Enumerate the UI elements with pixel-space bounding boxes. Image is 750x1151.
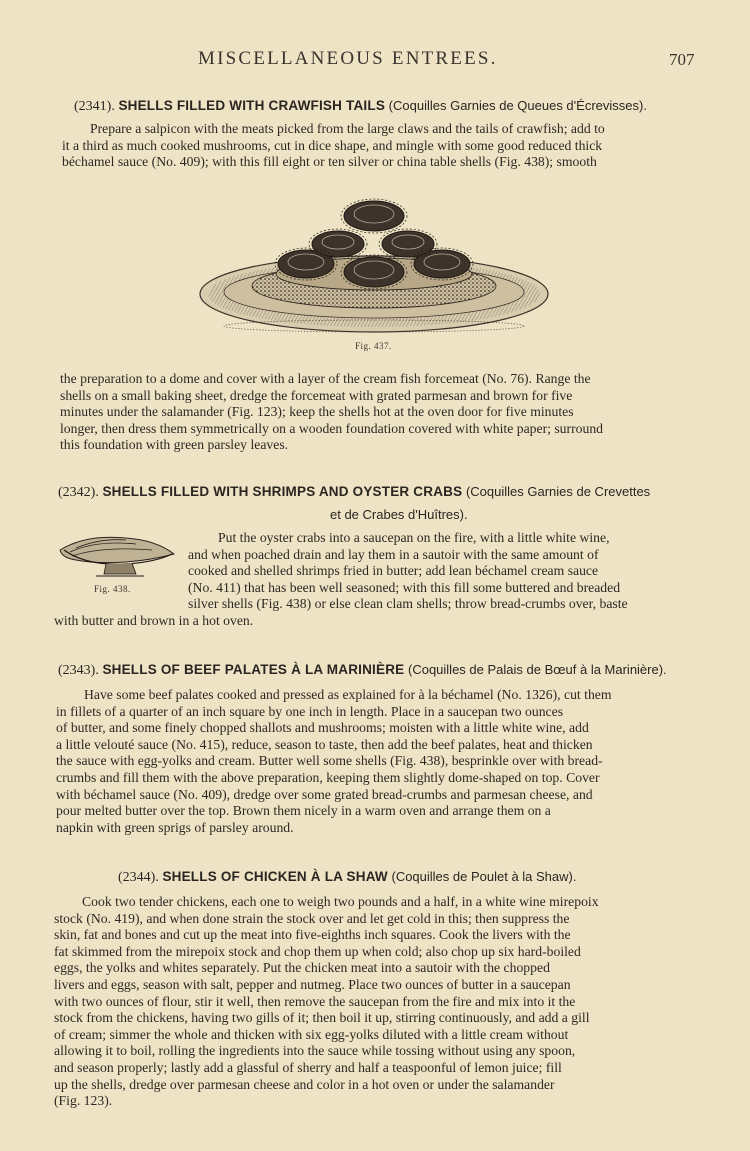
text-line: pour melted butter over the top. Brown them nicely in a warm oven and arrange them on a [56,803,551,819]
text-line: livers and eggs, season with salt, pepper and nutmeg. Place two ounces of butter in a saucepan [54,976,571,992]
text-line: longer, then dress them symmetrically on a wooden foundation covered with white paper; surround [60,420,604,436]
text-line: (Fig. 123). [54,1093,113,1109]
text-line: shells on a small baking sheet, dredge the forcemeat with grated parmesan and brown for five [60,387,573,403]
recipe-french-title: (Coquilles de Palais de Bœuf à la Marinière). [408,662,667,677]
text-line: (No. 411) that has been well seasoned; with this fill some buttered and breaded [188,579,621,595]
text-line: stock (No. 419), and when done strain the stock over and let get cold in this; then suppress the [54,910,570,926]
recipe-title: SHELLS FILLED WITH SHRIMPS AND OYSTER CRABS [102,484,463,499]
recipe-body-2342 [54,530,690,630]
shells-platter-illustration [196,186,552,338]
text-line: crumbs and fill them with the above preparation, keeping them slightly dome-shaped on top. Cover [56,769,600,785]
recipe-number: (2342). [58,485,99,500]
page-number: 707 [669,50,695,69]
text-line: fat skimmed from the mirepoix stock and chop them up when cold; also chop up six hard-boiled [54,943,581,959]
figure-caption-438: Fig. 438. [94,584,131,594]
text-line: cooked and shelled shrimps fried in butter; add lean béchamel cream sauce [188,563,599,579]
recipe-french-title: (Coquilles Garnies de Crevettes [465,484,651,499]
recipe-body-2344 [54,894,688,1110]
text-line: minutes under the salamander (Fig. 123); keep the shells hot at the oven door for five minutes [60,404,574,420]
recipe-heading-2341 [74,98,647,115]
recipe-title: SHELLS OF CHICKEN À LA SHAW [162,869,388,884]
recipe-body-2341-b [60,371,690,454]
text-line: skin, fat and bones and cut up the meat into five-eighths inch squares. Cook the livers with the [54,927,571,943]
text-line: the preparation to a dome and cover with a layer of the cream fish forcemeat (No. 76). Range the [60,371,591,386]
text-line: a little velouté sauce (No. 415), reduce, season to taste, then add the beef palates, heat and thicken [56,736,593,752]
recipe-number: (2344). [118,870,159,885]
recipe-body-2343 [56,687,690,836]
running-title: MISCELLANEOUS ENTREES. [198,48,498,69]
text-line: up the shells, dredge over parmesan cheese and color in a hot oven or under the salamander [54,1076,555,1092]
text-line: of butter, and some finely chopped shallots and mushrooms; moisten with a little white wine, add [56,720,589,736]
text-line: this foundation with green parsley leaves. [60,437,289,453]
recipe-french-title: (Coquilles Garnies de Queues d'Écrevisses). [388,98,647,113]
text-line: béchamel sauce (No. 409); with this fill eight or ten silver or china table shells (Fig. 438); smooth [62,154,597,170]
text-line: Cook two tender chickens, each one to weigh two pounds and a half, in a white wine mirepoix [82,894,599,909]
recipe-french-title: (Coquilles de Poulet à la Shaw). [391,869,577,884]
text-line: and season properly; lastly add a glassful of sherry and half a teaspoonful of lemon juice; fill [54,1059,562,1075]
text-line: in fillets of a quarter of an inch square by one inch in length. Place in a saucepan two ounces [56,703,564,719]
text-line: with two ounces of flour, stir it well, then remove the saucepan from the fire and mix into it the [54,993,576,1009]
text-line: silver shells (Fig. 438) or else clean clam shells; throw bread-crumbs over, baste [188,596,628,612]
text-line: eggs, the yolks and whites separately. Put the chicken meat into a sautoir with the chopped [54,960,550,976]
text-line: the sauce with egg-yolks and cream. Butter well some shells (Fig. 438), besprinkle over with bread- [56,753,603,769]
page-header [0,48,750,74]
recipe-heading-2342-cont [330,507,468,524]
text-line: it a third as much cooked mushrooms, cut in dice shape, and mingle with some good reduced thick [62,137,603,153]
text-line: of cream; simmer the whole and thicken with six egg-yolks diluted with a little cream without [54,1026,569,1042]
text-line: Prepare a salpicon with the meats picked from the large claws and the tails of crawfish; add to [90,121,605,136]
recipe-title: SHELLS FILLED WITH CRAWFISH TAILS [118,98,386,113]
text-line: allowing it to boil, rolling the ingredients into the sauce while tossing without using any spoon, [54,1043,576,1059]
recipe-number: (2343). [58,663,99,678]
recipe-heading-2342 [58,484,650,501]
text-line: with butter and brown in a hot oven. [54,612,254,628]
recipe-heading-2344 [118,869,576,886]
recipe-french-title-cont: et de Crabes d'Huîtres). [330,507,468,522]
recipe-number: (2341). [74,99,115,114]
text-line: Have some beef palates cooked and pressed as explained for à la béchamel (No. 1326), cut them [84,687,612,702]
figure-caption-437: Fig. 437. [355,341,392,351]
recipe-title: SHELLS OF BEEF PALATES À LA MARINIÈRE [102,662,405,677]
text-line: stock from the chickens, having two gills of it; then boil it up, stirring continuously, and add a gill [54,1010,590,1026]
text-line: napkin with green sprigs of parsley around. [56,819,294,835]
text-line: and when poached drain and lay them in a sautoir with the same amount of [188,546,599,562]
recipe-body-2341-a [62,121,692,171]
text-line: Put the oyster crabs into a saucepan on the fire, with a little white wine, [218,530,610,545]
recipe-heading-2343 [58,662,667,679]
text-line: with béchamel sauce (No. 409), dredge over some grated bread-crumbs and parmesan cheese, and [56,786,593,802]
